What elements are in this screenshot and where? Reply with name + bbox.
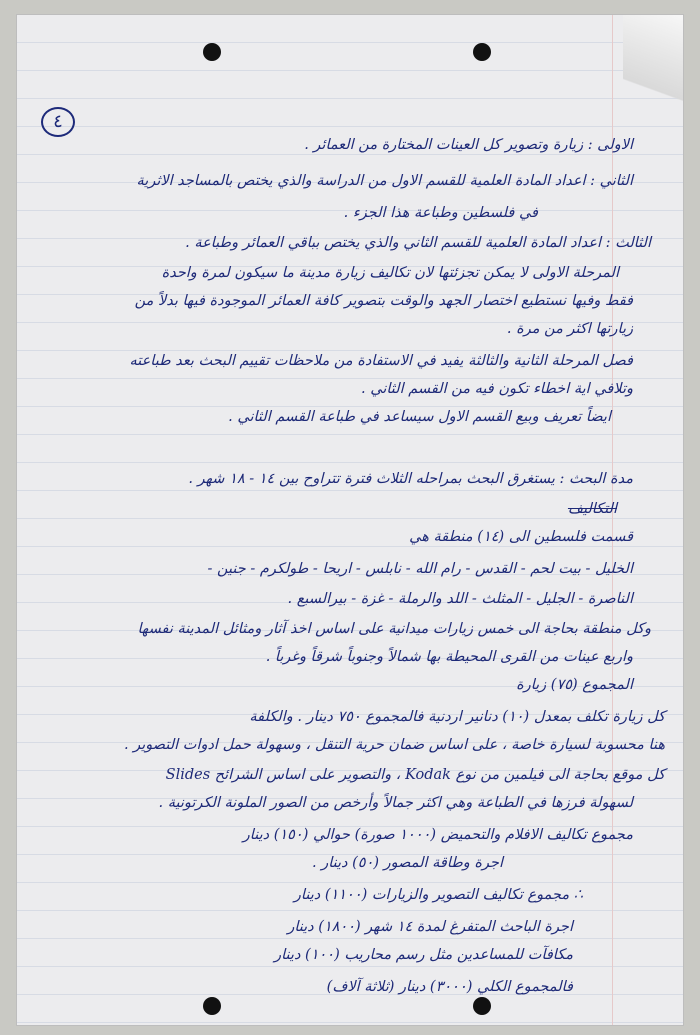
text-line: وكل منطقة بحاجة الى خمس زيارات ميدانية على اساس اخذ آثار ومثائل المدينة نفسها: [137, 621, 651, 637]
text-line: فصل المرحلة الثانية والثالثة يفيد في الاستفادة من ملاحظات تقييم البحث بعد طباعته: [129, 353, 633, 369]
text-line: مكافآت للمساعدين مثل رسم محاريب (١٠٠) دينار: [274, 947, 573, 963]
text-line: المجموع (٧٥) زيارة: [516, 677, 633, 693]
text-line: مجموع تكاليف الافلام والتحميض (١٠٠٠ صورة) حوالي (١٥٠) دينار: [242, 827, 633, 843]
text-line: اجرة الباحث المتفرغ لمدة ١٤ شهر (١٨٠٠) دينار: [287, 919, 573, 935]
text-line: الاولى : زيارة وتصوير كل العينات المختارة من العمائر .: [304, 137, 633, 153]
text-line: اجرة وطاقة المصور (٥٠) دينار .: [312, 855, 503, 871]
text-line: قسمت فلسطين الى (١٤) منطقة هي: [409, 529, 633, 545]
text-line: مدة البحث : يستغرق البحث بمراحله الثلاث فترة تتراوح بين ١٤ - ١٨ شهر .: [188, 471, 633, 487]
handwritten-page: [16, 14, 684, 1026]
page-number: ٤: [41, 107, 75, 137]
section-heading: التكاليف: [567, 501, 617, 517]
text-line: الثاني : اعداد المادة العلمية للقسم الاول من الدراسة والذي يختص بالمساجد الاثرية: [136, 173, 633, 189]
text-line: ∴ مجموع تكاليف التصوير والزيارات (١١٠٠) دينار: [293, 887, 583, 903]
handwritten-text: [17, 15, 683, 1025]
text-line: فقط وفيها نستطيع اختصار الجهد والوقت بتصوير كافة العمائر الموجودة فيها بدلاً من: [134, 293, 633, 309]
text-line: هنا محسوبة لسيارة خاصة ، على اساس ضمان حرية التنقل ، وسهولة حمل ادوات التصوير .: [124, 737, 665, 753]
text-line: واربع عينات من القرى المحيطة بها شمالاً وجنوباً شرقاً وغرباً .: [265, 649, 633, 665]
text-line: زيارتها اكثر من مرة .: [506, 321, 633, 337]
text-line: في فلسطين وطباعة هذا الجزء .: [343, 205, 538, 221]
text-line: كل زيارة تكلف بمعدل (١٠) دنانير اردنية فالمجموع ٧٥٠ دينار . والكلفة: [249, 709, 665, 725]
text-line: ايضاً تعريف وبيع القسم الاول سيساعد في طباعة القسم الثاني .: [228, 409, 611, 425]
text-line: لسهولة فرزها في الطباعة وهي اكثر جمالاً وأرخص من الصور الملونة الكرتونية .: [158, 795, 633, 811]
text-line: وتلافي اية اخطاء تكون فيه من القسم الثاني .: [361, 381, 633, 397]
text-line: الثالث : اعداد المادة العلمية للقسم الثاني والذي يختص بباقي العمائر وطباعة .: [185, 235, 651, 251]
text-line: الناصرة - الجليل - المثلث - اللد والرملة - غزة - بيرالسبع .: [287, 591, 633, 607]
text-line: الخليل - بيت لحم - القدس - رام الله - نابلس - اريحا - طولكرم - جنين -: [207, 561, 633, 577]
text-line: فالمجموع الكلي (٣٠٠٠) دينار (ثلاثة آلاف): [326, 979, 573, 995]
text-line: المرحلة الاولى لا يمكن تجزئتها لان تكاليف زيارة مدينة ما سيكون لمرة واحدة: [161, 265, 619, 281]
text-line: كل موقع بحاجة الى فيلمين من نوع Kodak ، والتصوير على اساس الشرائح Slides: [165, 767, 665, 783]
